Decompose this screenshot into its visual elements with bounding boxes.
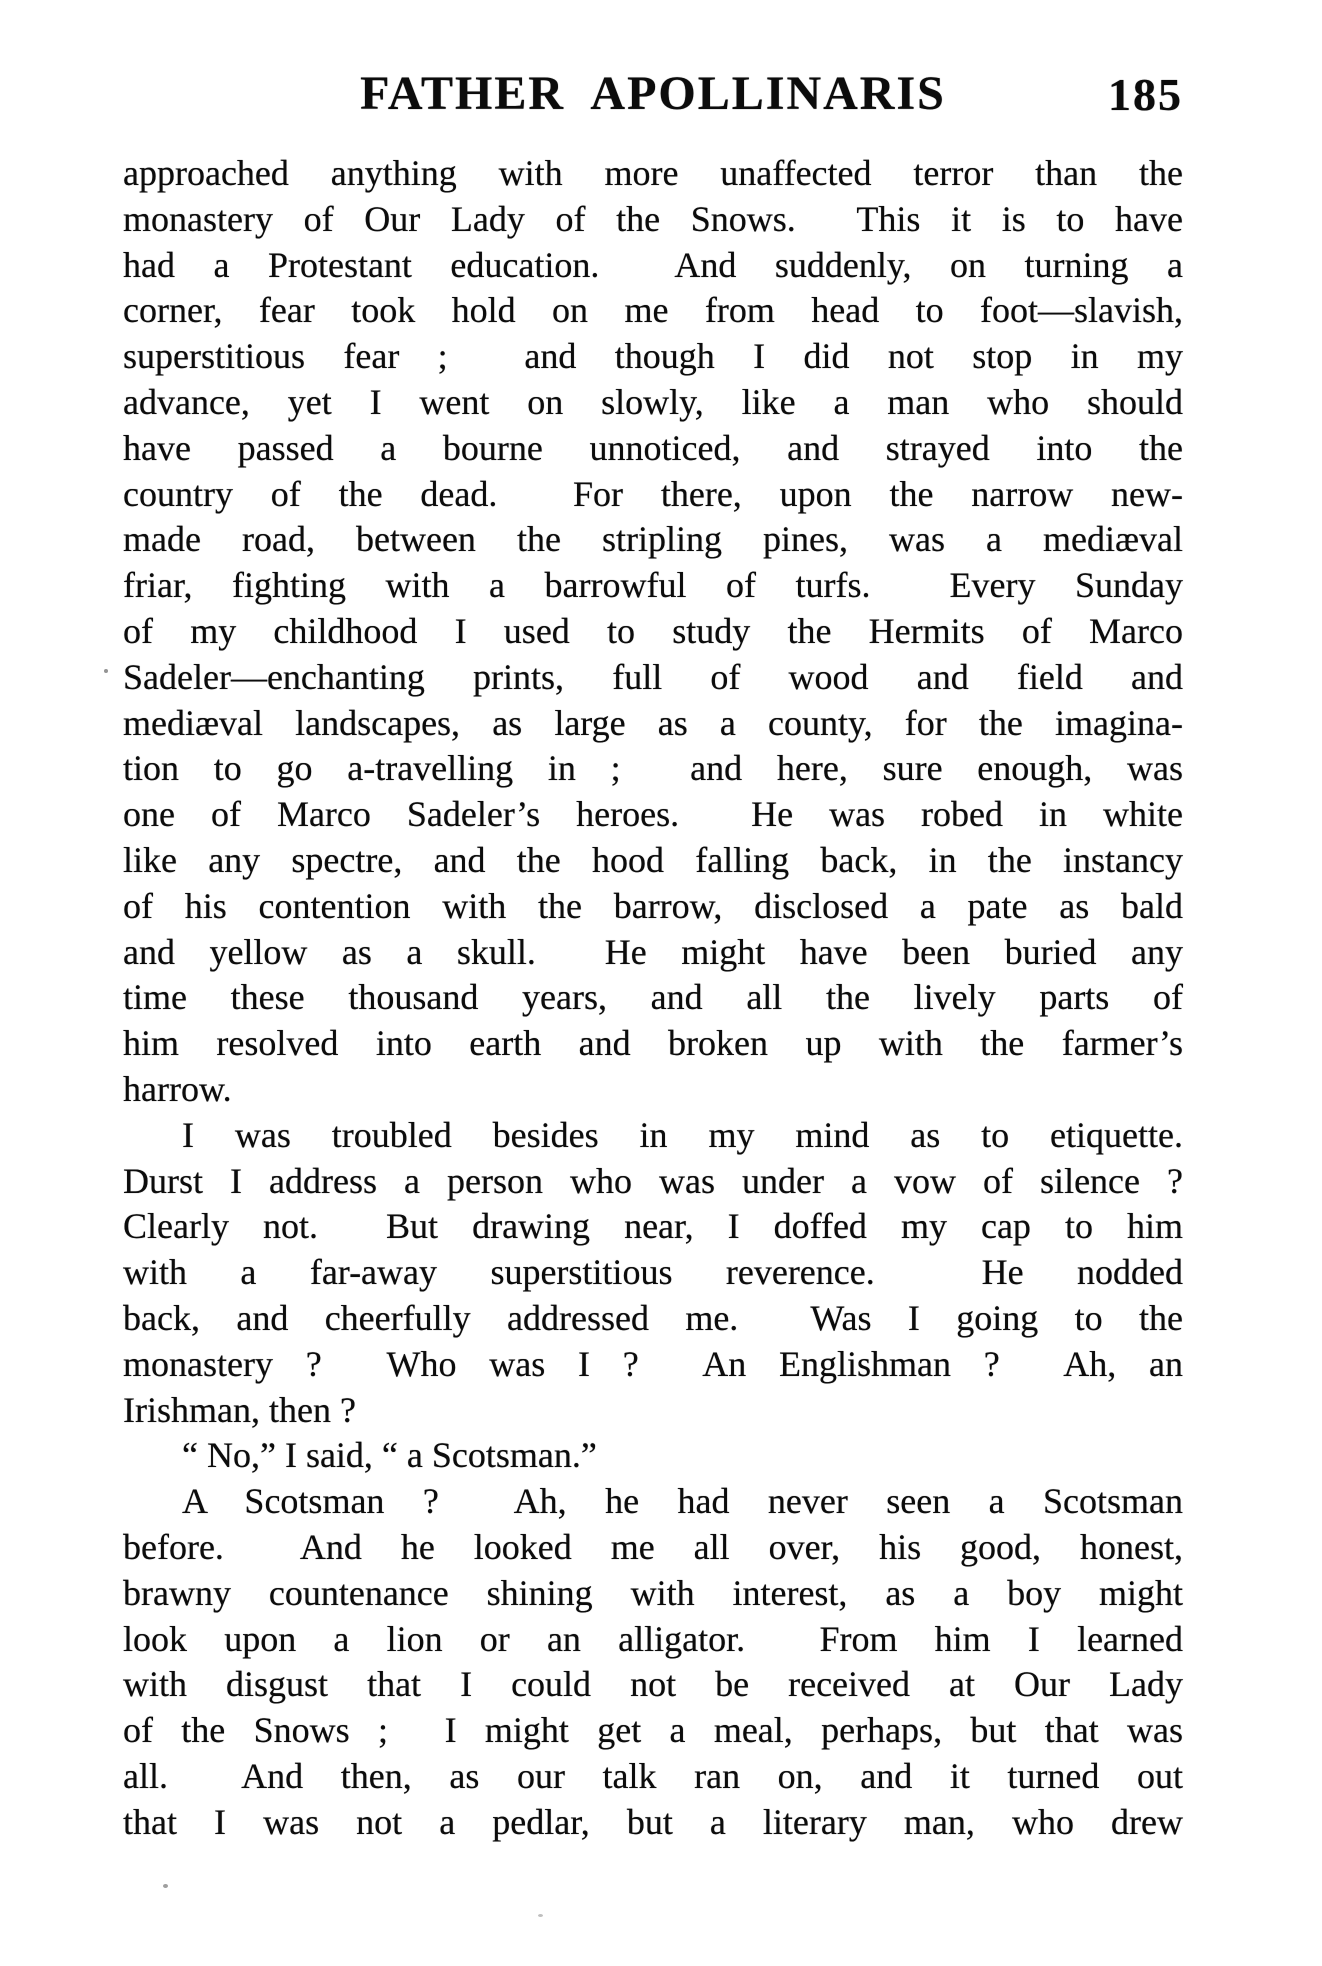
text-line: “ No,” I said, “ a Scotsman.” bbox=[182, 1435, 597, 1476]
text-line: Durst I address a person who was under a vow of silence ? bbox=[123, 1160, 1183, 1201]
body-text bbox=[123, 151, 1183, 1845]
text-line: Sadeler—enchanting prints, full of wood and field and bbox=[123, 656, 1183, 697]
ink-speck bbox=[104, 669, 108, 673]
text-line: look upon a lion or an alligator. From him I learned bbox=[123, 1618, 1183, 1659]
text-line: one of Marco Sadeler’s heroes. He was robed in white bbox=[123, 794, 1183, 835]
running-header bbox=[123, 67, 1183, 120]
text-line: of his contention with the barrow, disclosed a pate as bald bbox=[123, 885, 1183, 926]
text-line: all. And then, as our talk ran on, and it turned out bbox=[123, 1755, 1183, 1796]
text-line: brawny countenance shining with interest, as a boy might bbox=[123, 1572, 1183, 1613]
text-line: of the Snows ; I might get a meal, perhaps, but that was bbox=[123, 1710, 1183, 1751]
text-line: before. And he looked me all over, his good, honest, bbox=[123, 1526, 1183, 1567]
text-line: Irishman, then ? bbox=[123, 1389, 356, 1430]
running-header-title: FATHER APOLLINARIS bbox=[360, 67, 946, 120]
text-line: monastery of Our Lady of the Snows. This it is to have bbox=[123, 198, 1183, 239]
text-line: monastery ? Who was I ? An Englishman ? Ah, an bbox=[123, 1343, 1183, 1384]
text-line: tion to go a-travelling in ; and here, sure enough, was bbox=[123, 748, 1183, 789]
text-line: back, and cheerfully addressed me. Was I going to the bbox=[123, 1297, 1183, 1338]
text-line: approached anything with more unaffected terror than the bbox=[123, 153, 1183, 193]
text-line: mediæval landscapes, as large as a county, for the imagina- bbox=[123, 702, 1183, 743]
text-line: like any spectre, and the hood falling back, in the instancy bbox=[123, 839, 1183, 880]
ink-speck bbox=[163, 1884, 168, 1888]
page-number: 185 bbox=[1108, 69, 1183, 120]
text-line: made road, between the stripling pines, was a mediæval bbox=[123, 519, 1183, 560]
text-line: friar, fighting with a barrowful of turfs. Every Sunday bbox=[123, 565, 1183, 606]
text-line: time these thousand years, and all the lively parts of bbox=[123, 977, 1183, 1018]
text-line: advance, yet I went on slowly, like a man who should bbox=[123, 381, 1183, 422]
text-line: that I was not a pedlar, but a literary man, who drew bbox=[123, 1801, 1183, 1842]
text-line: superstitious fear ; and though I did not stop in my bbox=[123, 336, 1183, 377]
text-line: with a far-away superstitious reverence. He nodded bbox=[123, 1252, 1183, 1293]
text-line: country of the dead. For there, upon the narrow new- bbox=[123, 473, 1183, 514]
text-line: I was troubled besides in my mind as to etiquette. bbox=[182, 1114, 1183, 1155]
text-line: Clearly not. But drawing near, I doffed my cap to him bbox=[123, 1206, 1183, 1247]
text-line: and yellow as a skull. He might have been buried any bbox=[123, 931, 1183, 972]
ink-speck bbox=[538, 1914, 543, 1917]
text-line: had a Protestant education. And suddenly, on turning a bbox=[123, 244, 1183, 285]
text-line: have passed a bourne unnoticed, and strayed into the bbox=[123, 427, 1183, 468]
text-line: him resolved into earth and broken up with the farmer’s bbox=[123, 1023, 1183, 1064]
text-line: of my childhood I used to study the Hermits of Marco bbox=[123, 610, 1183, 651]
text-line: with disgust that I could not be received at Our Lady bbox=[123, 1664, 1183, 1705]
text-line: A Scotsman ? Ah, he had never seen a Scotsman bbox=[182, 1481, 1183, 1522]
text-line: corner, fear took hold on me from head to foot—slavish, bbox=[123, 290, 1183, 331]
text-line: harrow. bbox=[123, 1068, 232, 1109]
